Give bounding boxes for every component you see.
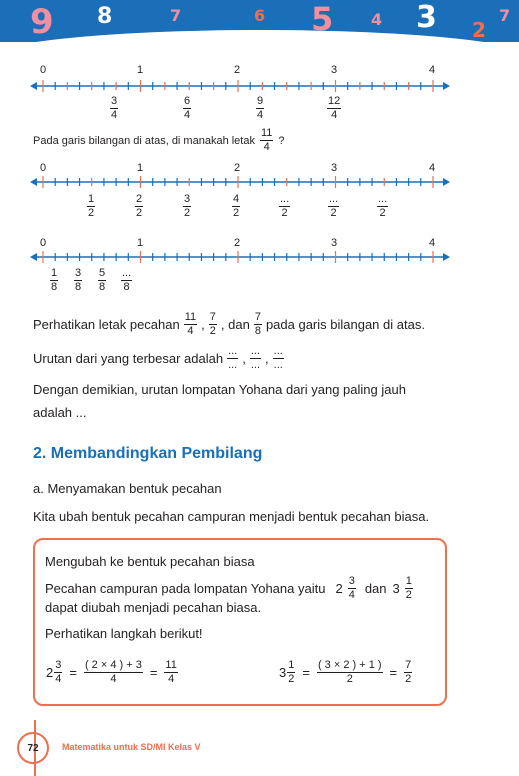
banner-digit: 9	[30, 2, 54, 42]
fraction-label: $\frac{6}{4}$	[184, 95, 191, 121]
tick-label: 4	[429, 237, 436, 249]
tick-label: 3	[331, 64, 338, 76]
fraction-label: $\frac{1}{2}$	[88, 193, 95, 219]
arrow-right	[443, 253, 450, 261]
banner-digit: 8	[97, 4, 113, 29]
paragraph-conclusion-line: adalah ...	[33, 405, 87, 420]
arrow-right	[443, 82, 450, 90]
banner-digit: 2	[472, 18, 486, 42]
banner-digit: 6	[254, 6, 266, 25]
fraction-label: $\frac{9}{4}$	[257, 95, 264, 121]
fraction-label: $\frac{2}{2}$	[136, 193, 143, 219]
arrow-right	[443, 178, 450, 186]
equation-1: 2 $\frac{3}{4}$ = $\frac{( 2 \times 4 ) + 3}{4}$ = $\frac{11}{4}$	[46, 659, 177, 685]
tick-label: 3	[331, 162, 338, 174]
tick-label: 4	[429, 64, 436, 76]
fraction-label: $\frac{5}{8}$	[99, 267, 106, 293]
page-number: 72	[17, 732, 49, 764]
banner-digit: 4	[371, 10, 383, 29]
fraction-label: $\frac{3}{8}$	[75, 267, 82, 293]
tick-label: 0	[40, 162, 47, 174]
banner-digit: 3	[416, 0, 437, 35]
paragraph-conclusion-line: Dengan demikian, urutan lompatan Yohana dari yang paling jauh	[33, 382, 406, 397]
banner-wave	[0, 30, 519, 42]
fraction-label: $\frac{12}{4}$	[328, 95, 341, 121]
box-line: Pecahan campuran pada lompatan Yohana yaitu 2 $\frac{3}{4}$ dan 3 $\frac{1}{2}$	[45, 575, 412, 601]
tick-label: 1	[137, 64, 144, 76]
arrow-left	[30, 178, 37, 186]
tick-label: 2	[234, 162, 241, 174]
fraction-label: $\frac{3}{4}$	[111, 95, 118, 121]
arrow-left	[30, 82, 37, 90]
fraction-label: $\frac{...}{2}$	[378, 193, 388, 219]
banner-digit: 7	[499, 6, 511, 25]
fraction-label: $\frac{...}{2}$	[329, 193, 339, 219]
tick-label: 4	[429, 162, 436, 174]
fraction-label: $\frac{1}{8}$	[51, 267, 58, 293]
intro-text: Kita ubah bentuk pecahan campuran menjadi bentuk pecahan biasa.	[33, 509, 430, 524]
tick-label: 3	[331, 237, 338, 249]
tick-label: 1	[137, 237, 144, 249]
paragraph-fractions: Perhatikan letak pecahan $\frac{11}{4}$ , $\frac{7}{2}$ , dan $\frac{7}{8}$ pada garis bilangan di atas.	[33, 311, 425, 337]
fraction-label: $\frac{4}{2}$	[233, 193, 240, 219]
banner-digit: 7	[170, 6, 182, 25]
subsection-title: a. Menyamakan bentuk pecahan	[33, 481, 222, 496]
footer-title: Matematika untuk SD/MI Kelas V	[62, 742, 201, 752]
tick-label: 2	[234, 64, 241, 76]
fraction-label: $\frac{3}{2}$	[184, 193, 191, 219]
arrow-left	[30, 253, 37, 261]
fraction-label: $\frac{...}{8}$	[122, 267, 132, 293]
tick-label: 1	[137, 162, 144, 174]
question-text: Pada garis bilangan di atas, di manakah letak $\frac{11}{4}$ ?	[33, 127, 285, 153]
header-banner	[0, 0, 519, 42]
tick-label: 0	[40, 237, 47, 249]
box-line: dapat diubah menjadi pecahan biasa.	[45, 600, 262, 615]
tick-label: 0	[40, 64, 47, 76]
equation-2: 3 $\frac{1}{2}$ = $\frac{( 3 \times 2 ) + 1 )}{2}$ = $\frac{7}{2}$	[279, 659, 412, 685]
banner-digit: 5	[311, 0, 334, 38]
box-title: Mengubah ke bentuk pecahan biasa	[45, 554, 255, 569]
box-instruction: Perhatikan langkah berikut!	[45, 626, 203, 641]
tick-label: 2	[234, 237, 241, 249]
section-heading: 2. Membandingkan Pembilang	[33, 445, 263, 462]
fraction-label: $\frac{...}{2}$	[280, 193, 290, 219]
paragraph-order: Urutan dari yang terbesar adalah $\frac{...}{...}$ , $\frac{...}{...}$ , $\frac{...}{...}$	[33, 345, 283, 371]
